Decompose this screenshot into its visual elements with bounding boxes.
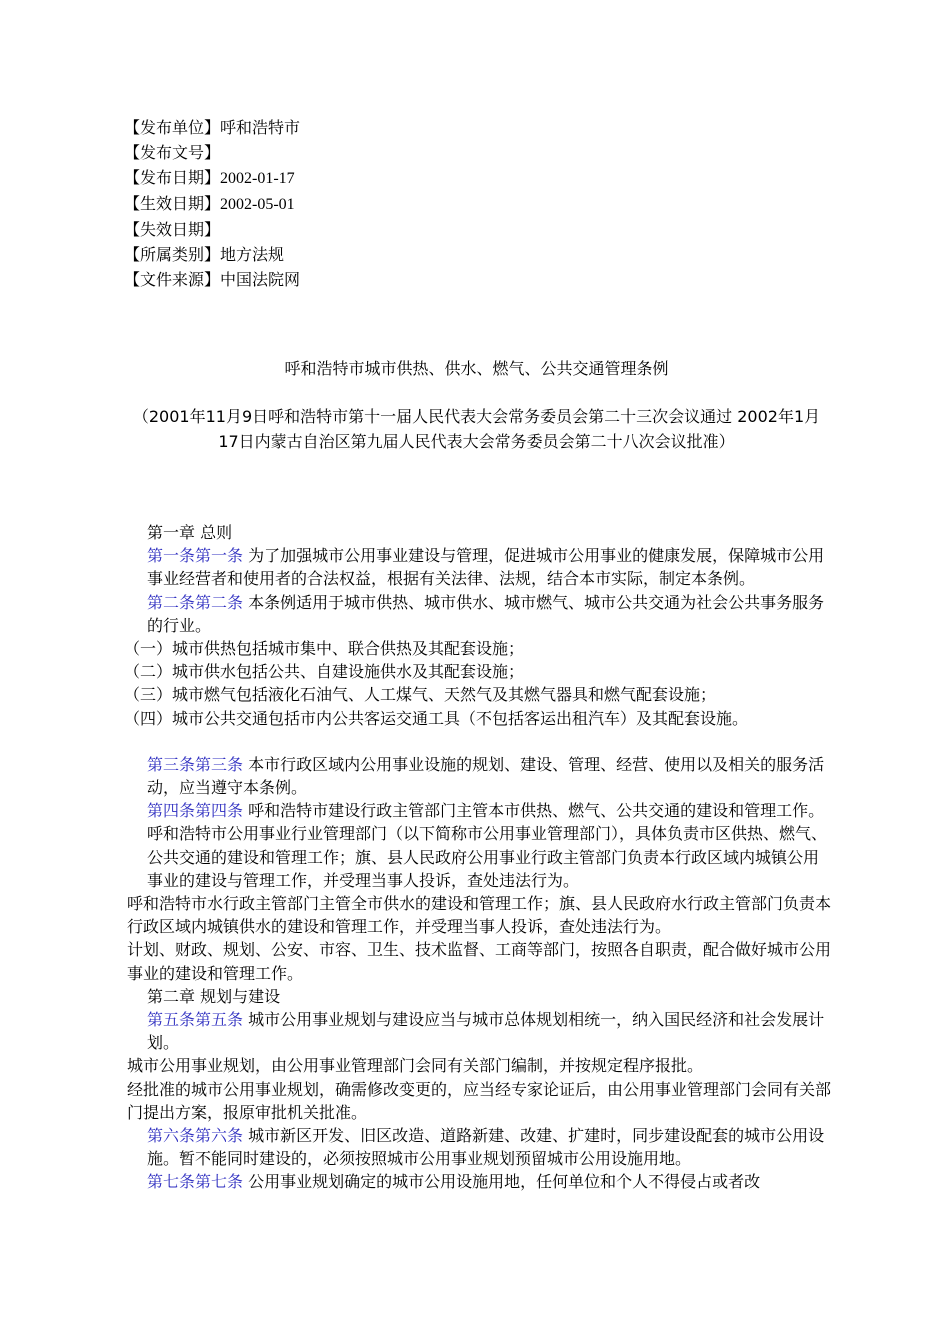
chapter-heading: 第二章 规划与建设	[147, 986, 281, 1006]
article-7: 第七条第七条 公用事业规划确定的城市公用设施用地，任何单位和个人不得侵占或者改	[147, 1172, 761, 1192]
list-item: （二）城市供水包括公共、自建设施供水及其配套设施；	[124, 662, 525, 682]
meta-expiry-date: 【失效日期】	[124, 220, 221, 239]
article-number: 第六条第六条	[147, 1126, 244, 1146]
paragraph: 计划、财政、规划、公安、市容、卫生、技术监督、工商等部门，按照各自职责，配合做好城市公用事业的建设和管理工作。	[127, 940, 832, 983]
article-number: 第四条第四条	[147, 801, 244, 821]
chapter-heading: 第一章 总则	[147, 523, 233, 542]
list-item: （三）城市燃气包括液化石油气、人工煤气、天然气及其燃气器具和燃气配套设施；	[124, 685, 717, 705]
article-6: 第六条第六条 城市新区开发、旧区改造、道路新建、改建、扩建时，同步建设配套的城市公用设施。暂不能同时建设的，必须按照城市公用事业规划预留城市公用设施用地。	[147, 1126, 825, 1169]
article-5: 第五条第五条 城市公用事业规划与建设应当与城市总体规划相统一，纳入国民经济和社会发展计划。	[147, 1010, 825, 1053]
meta-effective-date: 【生效日期】2002-05-01	[124, 194, 295, 213]
article-2: 第二条第二条 本条例适用于城市供热、城市供水、城市燃气、城市公共交通为社会公共事务服务的行业。	[147, 592, 825, 635]
article-number: 第三条第三条	[147, 754, 244, 774]
paragraph: 经批准的城市公用事业规划，确需修改变更的，应当经专家论证后，由公用事业管理部门会同有关部门提出方案，报原审批机关批准。	[127, 1079, 832, 1122]
document-metadata	[124, 115, 300, 292]
paragraph: 城市公用事业规划，由公用事业管理部门会同有关部门编制，并按规定程序报批。	[127, 1056, 704, 1076]
paragraph: 呼和浩特市水行政主管部门主管全市供水的建设和管理工作；旗、县人民政府水行政主管部门负责本行政区域内城镇供水的建设和管理工作，并受理当事人投诉，查处违法行为。	[127, 894, 832, 937]
article-number: 第七条第七条	[147, 1172, 244, 1192]
article-1: 第一条第一条 为了加强城市公用事业建设与管理，促进城市公用事业的健康发展，保障城市公用事业经营者和使用者的合法权益，根据有关法律、法规，结合本市实际，制定本条例。	[147, 546, 825, 589]
list-item: （一）城市供热包括城市集中、联合供热及其配套设施；	[124, 639, 525, 659]
spacer	[124, 730, 834, 753]
meta-category: 【所属类别】地方法规	[124, 245, 285, 264]
list-item: （四）城市公共交通包括市内公共客运交通工具（不包括客运出租汽车）及其配套设施。	[124, 708, 749, 728]
document-body	[124, 521, 834, 1194]
document-title: 呼和浩特市城市供热、供水、燃气、公共交通管理条例	[284, 359, 669, 378]
article-number: 第二条第二条	[147, 592, 244, 612]
article-3: 第三条第三条 本市行政区域内公用事业设施的规划、建设、管理、经营、使用以及相关的服务活动，应当遵守本条例。	[147, 754, 825, 798]
meta-source: 【文件来源】中国法院网	[124, 270, 301, 289]
meta-publish-date: 【发布日期】2002-01-17	[124, 168, 295, 187]
article-number: 第五条第五条	[147, 1010, 244, 1030]
article-number: 第一条第一条	[147, 546, 244, 566]
meta-doc-number: 【发布文号】	[124, 143, 221, 162]
article-4: 第四条第四条 呼和浩特市建设行政主管部门主管本市供热、燃气、公共交通的建设和管理工作。呼和浩特市公用事业行业管理部门（以下简称市公用事业管理部门），具体负责市区供热、燃气、公共交通的建设和管理工作；旗、县人民政府公用事业行政主管部门负责本行政区域内城镇公用事业的建设与管理工作，并受理当事人投诉，查处违法行为。	[147, 801, 828, 890]
document-subtitle: （2001年11月9日呼和浩特市第十一届人民代表大会常务委员会第二十三次会议通过 2002年1月17日内蒙古自治区第九届人民代表大会常务委员会第二十八次会议批准）	[132, 407, 821, 451]
meta-publisher: 【发布单位】呼和浩特市	[124, 118, 301, 137]
